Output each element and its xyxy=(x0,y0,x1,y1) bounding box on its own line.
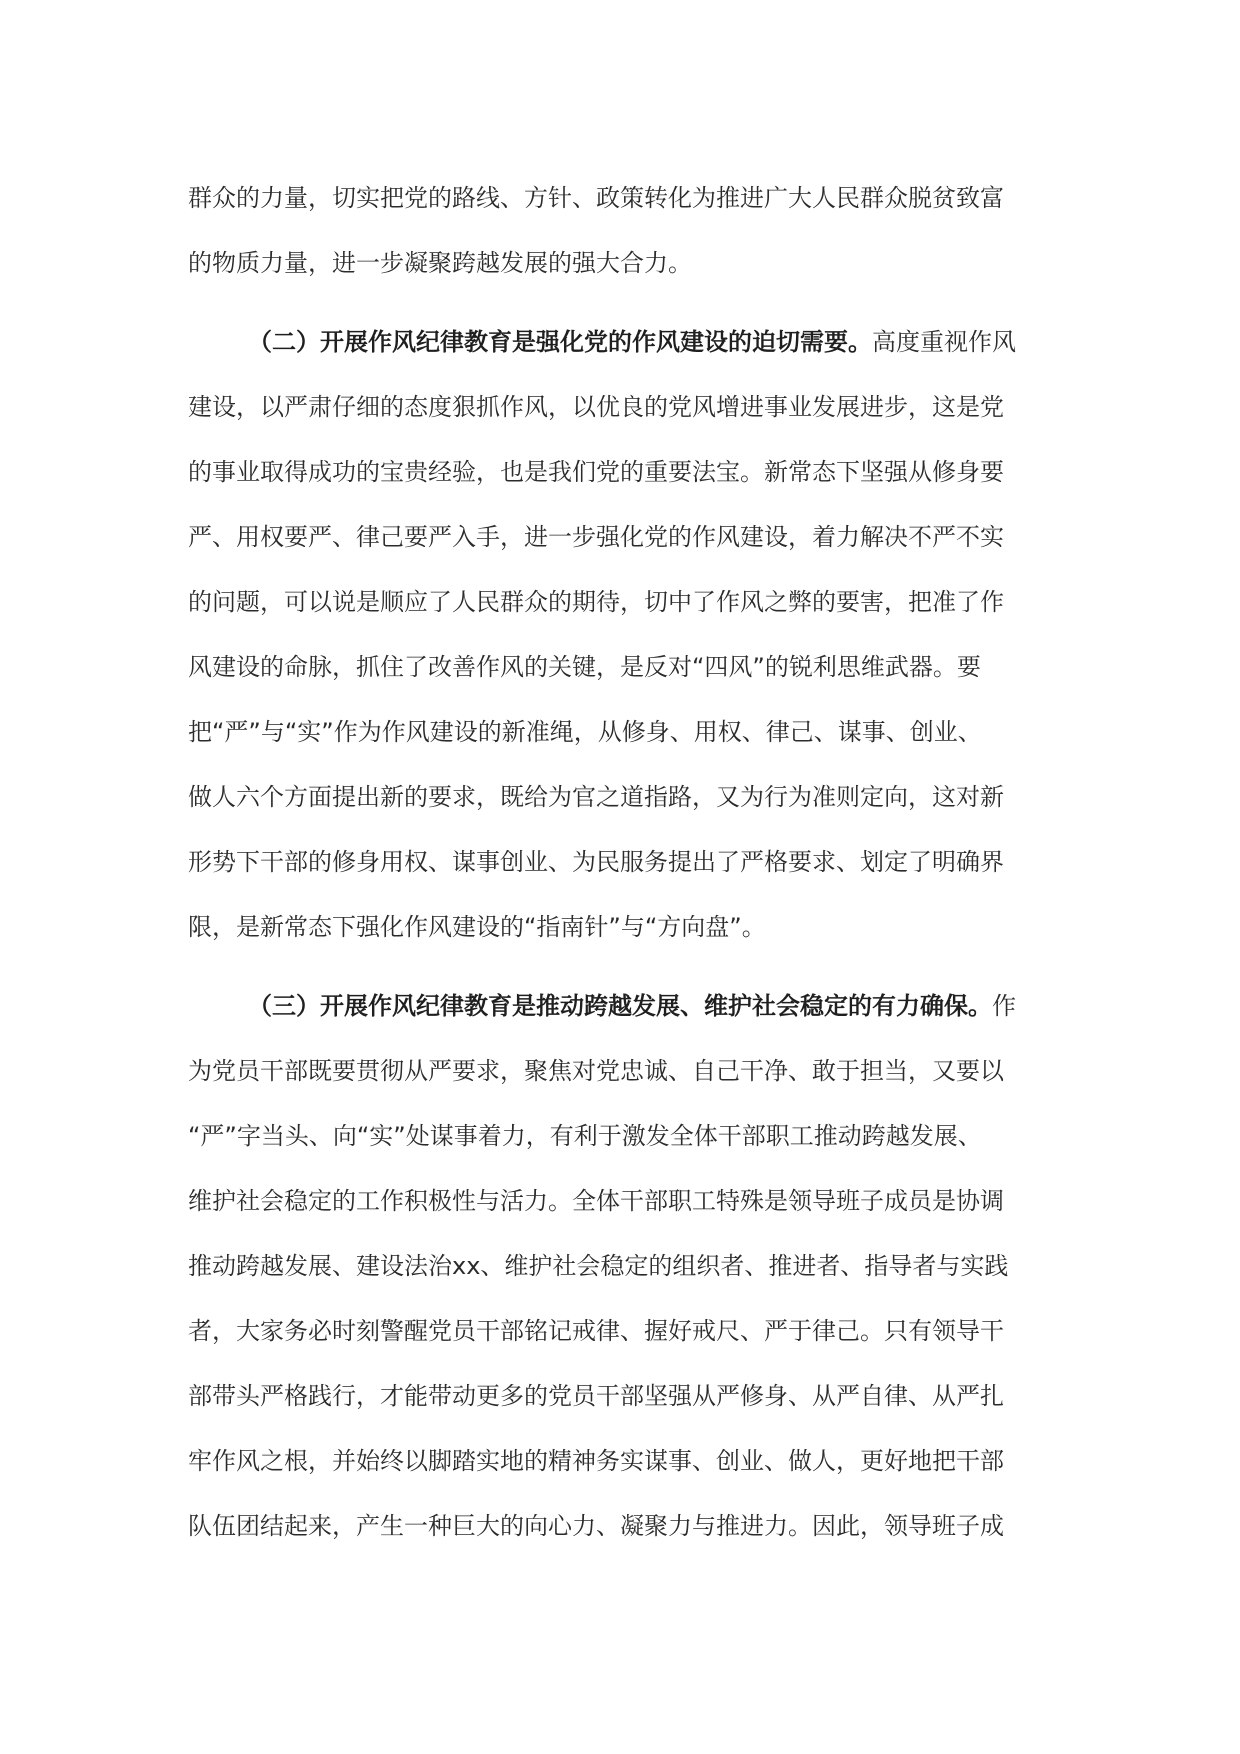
document-body xyxy=(188,166,1054,1559)
paragraph-section-three xyxy=(188,974,1054,1559)
text-line: 的事业取得成功的宝贵经验，也是我们党的重要法宝。新常态下坚强从修身要 xyxy=(188,458,1004,486)
section-heading: （二）开展作风纪律教育是强化党的作风建设的迫切需要。 xyxy=(248,328,872,356)
text-line: “严”字当头、向“实”处谋事着力，有利于激发全体干部职工推动跨越发展、 xyxy=(188,1122,982,1150)
text-line: 严、用权要严、律己要严入手，进一步强化党的作风建设，着力解决不严不实 xyxy=(188,523,1004,551)
text-line: 推动跨越发展、建设法治xx、维护社会稳定的组织者、推进者、指导者与实践 xyxy=(188,1252,1009,1280)
paragraph-gap xyxy=(188,960,1054,974)
text-line: 的问题，可以说是顺应了人民群众的期待，切中了作风之弊的要害，把准了作 xyxy=(188,588,1004,616)
paragraph-gap xyxy=(188,296,1054,310)
text-line: 部带头严格践行，才能带动更多的党员干部坚强从严修身、从严自律、从严扎 xyxy=(188,1382,1004,1410)
text-line: 做人六个方面提出新的要求，既给为官之道指路，又为行为准则定向，这对新 xyxy=(188,783,1004,811)
text-line: 形势下干部的修身用权、谋事创业、为民服务提出了严格要求、划定了明确界 xyxy=(188,848,1004,876)
text-run: 作 xyxy=(992,992,1016,1020)
text-run: 高度重视作风 xyxy=(872,328,1016,356)
text-line: 维护社会稳定的工作积极性与活力。全体干部职工特殊是领导班子成员是协调 xyxy=(188,1187,1004,1215)
text-line: 队伍团结起来，产生一种巨大的向心力、凝聚力与推进力。因此，领导班子成 xyxy=(188,1512,1004,1540)
text-line: 者，大家务必时刻警醒党员干部铭记戒律、握好戒尺、严于律己。只有领导干 xyxy=(188,1317,1004,1345)
text-line-first xyxy=(188,974,1054,1039)
text-line-first xyxy=(188,310,1054,375)
text-line: 风建设的命脉，抓住了改善作风的关键，是反对“四风”的锐利思维武器。要 xyxy=(188,653,981,681)
text-line: 的物质力量，进一步凝聚跨越发展的强大合力。 xyxy=(188,249,692,277)
paragraph-continuation xyxy=(188,166,1054,296)
paragraph-section-two xyxy=(188,310,1054,960)
text-line: 群众的力量，切实把党的路线、方针、政策转化为推进广大人民群众脱贫致富 xyxy=(188,184,1004,212)
text-line: 为党员干部既要贯彻从严要求，聚焦对党忠诚、自己干净、敢于担当，又要以 xyxy=(188,1057,1004,1085)
text-line: 把“严”与“实”作为作风建设的新准绳，从修身、用权、律己、谋事、创业、 xyxy=(188,718,982,746)
text-line: 建设，以严肃仔细的态度狠抓作风，以优良的党风增进事业发展进步，这是党 xyxy=(188,393,1004,421)
text-line: 牢作风之根，并始终以脚踏实地的精神务实谋事、创业、做人，更好地把干部 xyxy=(188,1447,1004,1475)
section-heading: （三）开展作风纪律教育是推动跨越发展、维护社会稳定的有力确保。 xyxy=(248,992,992,1020)
text-line: 限，是新常态下强化作风建设的“指南针”与“方向盘”。 xyxy=(188,913,766,941)
